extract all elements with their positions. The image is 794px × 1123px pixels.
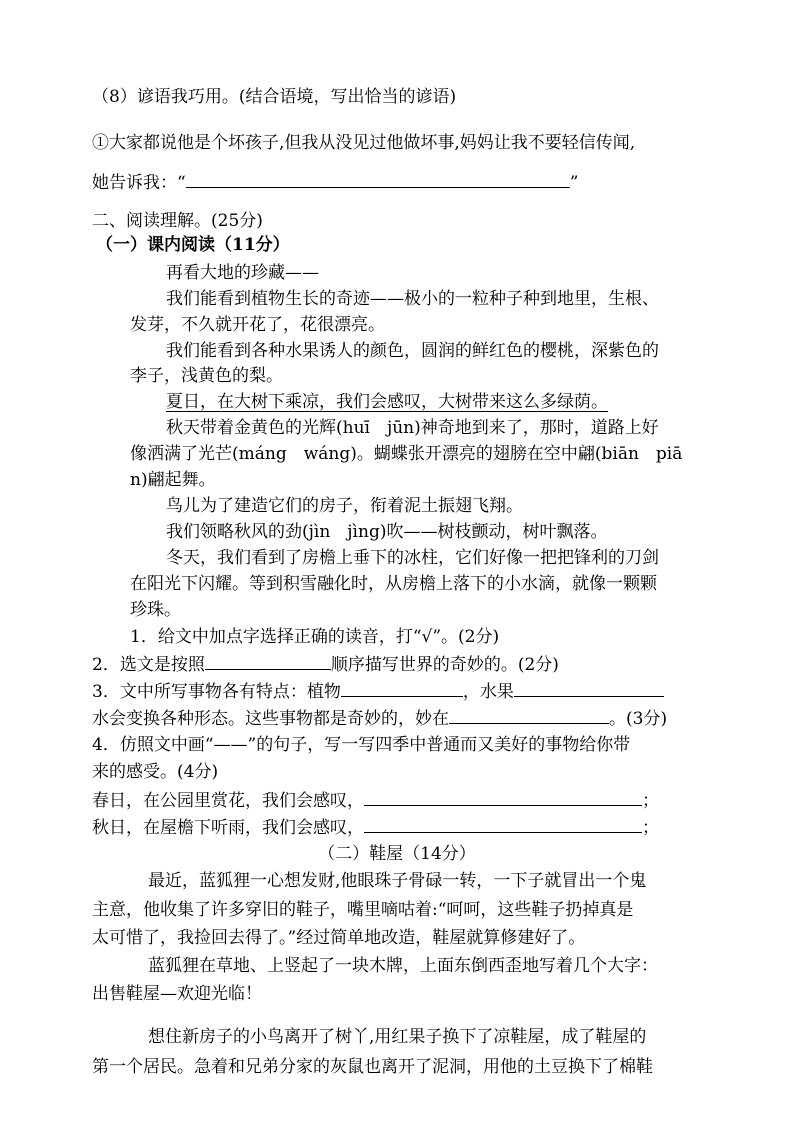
proverb-answer-prefix: 她告诉我：“ [92,173,186,193]
question-2-blank[interactable] [205,653,331,670]
question-2 [92,653,708,676]
question-4-autumn-text: 秋日，在屋檐下听雨，我们会感叹， [92,818,364,838]
passage1-p5c: n)翩起舞。 [130,470,216,490]
question-3-fruit-blank[interactable] [514,680,664,697]
passage1-p5a: 秋天带着金黄色的光辉(huī jūn)神奇地到来了，那时，道路上好 [166,418,659,438]
question-4-spring-text: 春日，在公园里赏花，我们会感叹， [92,791,364,811]
proverb-heading: （8）谚语我巧用。(结合语境，写出恰当的谚语) [92,87,457,107]
passage1-p6: 鸟儿为了建造它们的房子，衔着泥土振翅飞翔。 [166,496,523,516]
passage1-p4-underlined: 夏日，在大树下乘凉，我们会感叹，大树带来这么多绿荫。 [166,392,608,412]
passage2-p2a: 蓝狐狸在草地、上竖起了一块木牌，上面东倒西歪地写着几个大字： [148,956,658,976]
passage1-p1: 再看大地的珍藏—— [166,263,319,283]
passage1-p5b: 像洒满了光芒(máng wáng)。蝴蝶张开漂亮的翅膀在空中翩(biān piā [130,444,683,464]
passage2-p2b: 出售鞋屋—欢迎光临！ [92,984,262,1004]
question-2-post: 顺序描写世界的奇妙的。(2分) [330,655,559,675]
passage1-p2b: 发芽，不久就开花了，花很漂亮。 [130,315,385,335]
question-4-line1: 4．仿照文中画“——”的句子，写一写四季中普通而又美好的事物给你带 [92,735,631,755]
proverb-answer-suffix: ” [569,173,579,193]
passage1-p7: 我们领略秋风的劲(jìn jìng)吹——树枝颤动，树叶飘落。 [166,522,608,542]
question-4-autumn-blank[interactable] [364,816,642,833]
question-3-wonder-blank[interactable] [449,707,609,724]
question-1: 1．给文中加点字选择正确的读音，打“√”。(2分) [130,627,500,647]
part2-title: （二）鞋屋（14分） [318,844,476,864]
passage2-p1b: 主意，他收集了许多穿旧的鞋子，嘴里嘀咕着:“呵呵，这些鞋子扔掉真是 [92,900,634,920]
question-3-part-c: 水会变换各种形态。这些事物都是奇妙的，妙在 [92,709,449,729]
proverb-answer-blank[interactable] [186,171,570,188]
question-4-line2: 来的感受。(4分) [92,762,219,782]
question-3-part-b: ，水果 [462,682,514,702]
passage1-p8a: 冬天，我们看到了房檐上垂下的冰柱，它们好像一把把锋利的刀剑 [166,548,659,568]
question-4-spring [92,789,708,812]
passage2-p1a: 最近，蓝狐狸一心想发财,他眼珠子骨碌一转，一下子就冒出一个鬼 [148,871,647,891]
question-4-autumn-end: ； [642,818,659,838]
question-2-pre: 2．选文是按照 [92,655,205,675]
passage2-p3b: 第一个居民。急着和兄弟分家的灰鼠也离开了泥洞，用他的土豆换下了棉鞋 [92,1057,653,1077]
section2-title: 二、阅读理解。(25分) [92,211,263,231]
passage1-p8b: 在阳光下闪耀。等到积雪融化时，从房檐上落下的小水滴，就像一颗颗 [130,574,657,594]
proverb-answer-line [92,171,708,194]
passage1-p2a: 我们能看到植物生长的奇迹——极小的一粒种子种到地里，生根、 [166,289,659,309]
question-3-line2 [92,707,708,730]
question-3-plant-blank[interactable] [341,680,463,697]
proverb-question-text: ①大家都说他是个坏孩子,但我从没见过他做坏事,妈妈让我不要轻信传闻, [92,133,636,153]
part1-title: （一）课内阅读（11分） [96,235,290,255]
question-4-autumn [92,816,708,839]
question-3-line1 [92,680,708,703]
passage2-p3a: 想住新房子的小鸟离开了树丫,用红果子换下了凉鞋屋，成了鞋屋的 [148,1027,647,1047]
question-3-part-d: 。(3分) [609,709,668,729]
passage1-p8c: 珍珠。 [130,600,181,620]
question-3-part-a: 3．文中所写事物各有特点：植物 [92,682,341,702]
passage2-p1c: 太可惜了，我捡回去得了。”经过简单地改造，鞋屋就算修建好了。 [92,928,586,948]
question-4-spring-end: ； [642,791,659,811]
passage1-p3b: 李子，浅黄色的梨。 [130,366,283,386]
passage1-p3a: 我们能看到各种水果诱人的颜色，圆润的鲜红色的樱桃，深紫色的 [166,341,659,361]
question-4-spring-blank[interactable] [364,789,642,806]
